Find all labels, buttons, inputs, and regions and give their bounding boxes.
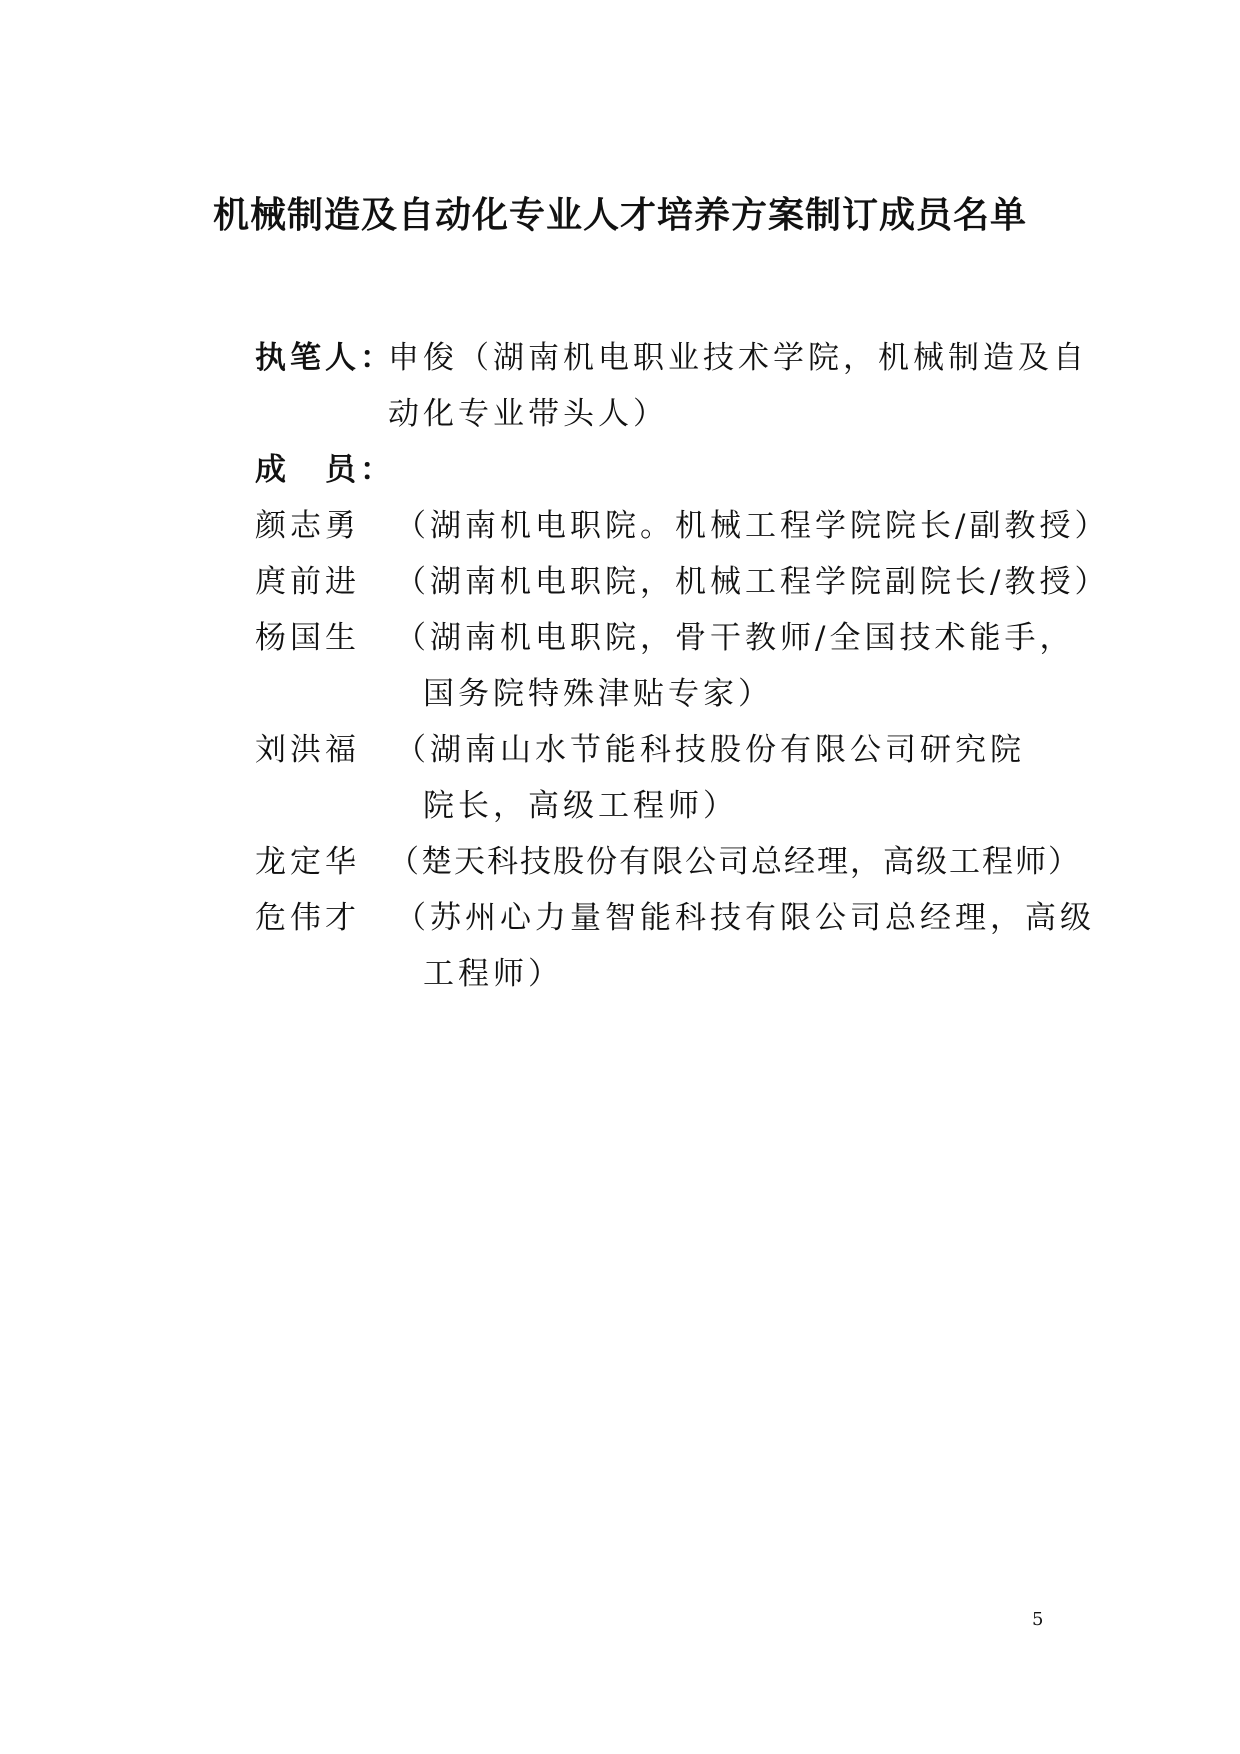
writer-line-2: 动化专业带头人） xyxy=(388,396,668,432)
member-affiliation: （湖南机电职院，机械工程学院副院长/教授） xyxy=(395,564,1110,600)
member-affiliation-cont: 院长，高级工程师） xyxy=(423,788,738,824)
member-affiliation: （苏州心力量智能科技有限公司总经理，高级 xyxy=(395,900,1095,936)
writer-label: 执笔人： xyxy=(255,340,395,376)
member-name: 庹前进 xyxy=(255,564,360,600)
member-affiliation-cont: 国务院特殊津贴专家） xyxy=(423,676,773,712)
member-name: 杨国生 xyxy=(255,620,360,656)
member-name: 刘洪福 xyxy=(255,732,360,768)
member-name: 危伟才 xyxy=(255,900,360,936)
member-name: 龙定华 xyxy=(255,844,360,880)
member-affiliation: （湖南机电职院。机械工程学院院长/副教授） xyxy=(395,508,1110,544)
member-affiliation-cont: 工程师） xyxy=(423,956,563,992)
page-title: 机械制造及自动化专业人才培养方案制订成员名单 xyxy=(212,195,1027,236)
members-label: 成 员： xyxy=(255,452,395,488)
member-affiliation: （湖南机电职院，骨干教师/全国技术能手， xyxy=(395,620,1075,656)
writer-line-1: 申俊（湖南机电职业技术学院，机械制造及自 xyxy=(388,340,1088,376)
member-name: 颜志勇 xyxy=(255,508,360,544)
member-affiliation: （湖南山水节能科技股份有限公司研究院 xyxy=(395,732,1025,768)
member-affiliation: （楚天科技股份有限公司总经理，高级工程师） xyxy=(388,844,1081,880)
page-number: 5 xyxy=(1032,1609,1044,1630)
